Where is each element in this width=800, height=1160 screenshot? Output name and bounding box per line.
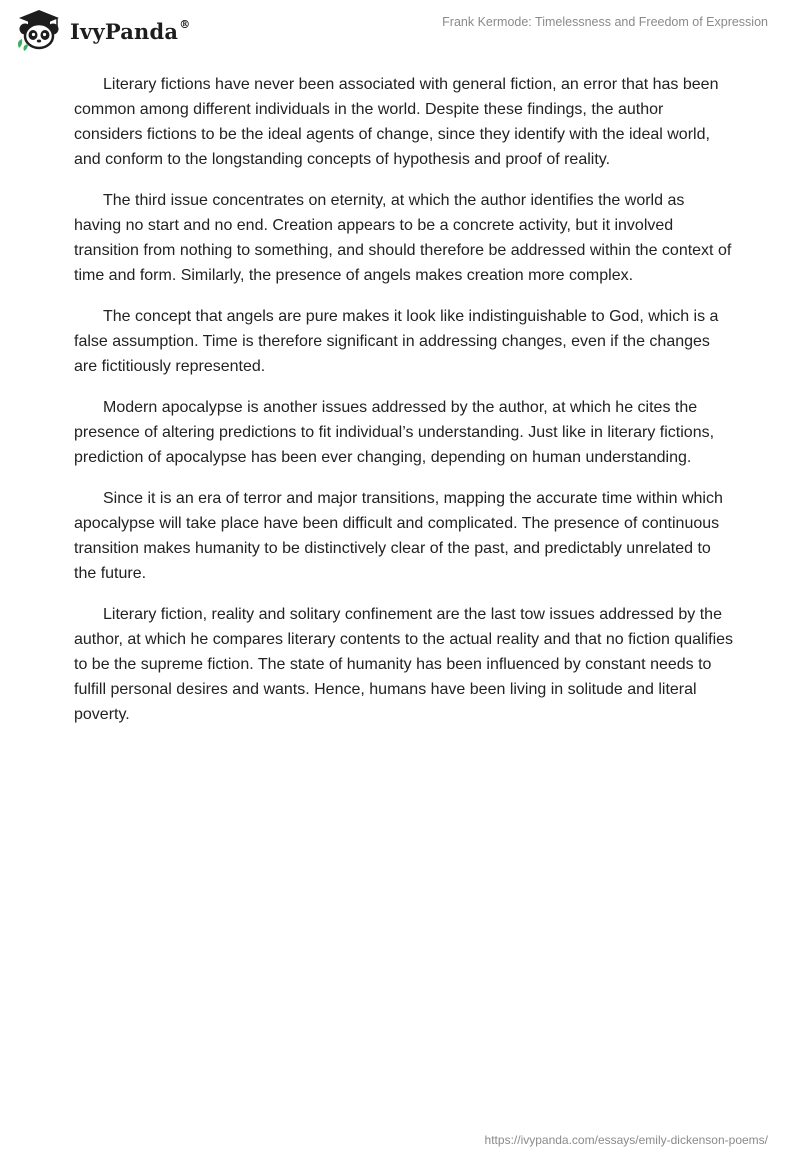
source-url[interactable]: https://ivypanda.com/essays/emily-dickenson-poems/ (484, 1133, 768, 1147)
panda-graduate-icon (14, 8, 64, 52)
paragraph: Literary fictions have never been associated with general fiction, an error that has been common among different individuals in the world. Despite these findings, the author considers fictions to be the ideal agents of change, since they identify with the ideal world, and conform to the longstanding concepts of hypothesis and proof of reality. (74, 76, 719, 168)
registered-mark: ® (179, 17, 191, 31)
page-header (0, 0, 800, 60)
ivypanda-logo[interactable] (14, 8, 190, 52)
paragraph: The concept that angels are pure makes it look like indistinguishable to God, which is a false assumption. Time is therefore significant in addressing changes, even if the changes are fictitiously represented. (74, 308, 719, 375)
paragraph: Since it is an era of terror and major transitions, mapping the accurate time within which apocalypse will take place have been difficult and complicated. The presence of continuous transition makes humanity to be distinctively clear of the past, and predictably unrelated to the future. (74, 490, 723, 582)
paragraph: The third issue concentrates on eternity, at which the author identifies the world as having no start and no end. Creation appears to be a concrete activity, but it involved transition from nothing to something, and should therefore be addressed within the context of time and form. Similarly, the presence of angels makes creation more complex. (74, 192, 732, 284)
paragraph: Literary fiction, reality and solitary confinement are the last tow issues addressed by the author, at which he compares literary contents to the actual reality and that no fiction qualifies to be the supreme fiction. The state of humanity has been influenced by constant needs to fulfill personal desires and wants. Hence, humans have been living in solitude and literal poverty. (74, 606, 734, 723)
essay-body (74, 72, 734, 743)
paragraph: Modern apocalypse is another issues addressed by the author, at which he cites the presence of altering predictions to fit individual’s understanding. Just like in literary fictions, prediction of apocalypse has been ever changing, depending on human understanding. (74, 399, 715, 466)
document-title: Frank Kermode: Timelessness and Freedom of Expression (442, 15, 768, 29)
brand-name: IvyPanda® (70, 17, 191, 44)
